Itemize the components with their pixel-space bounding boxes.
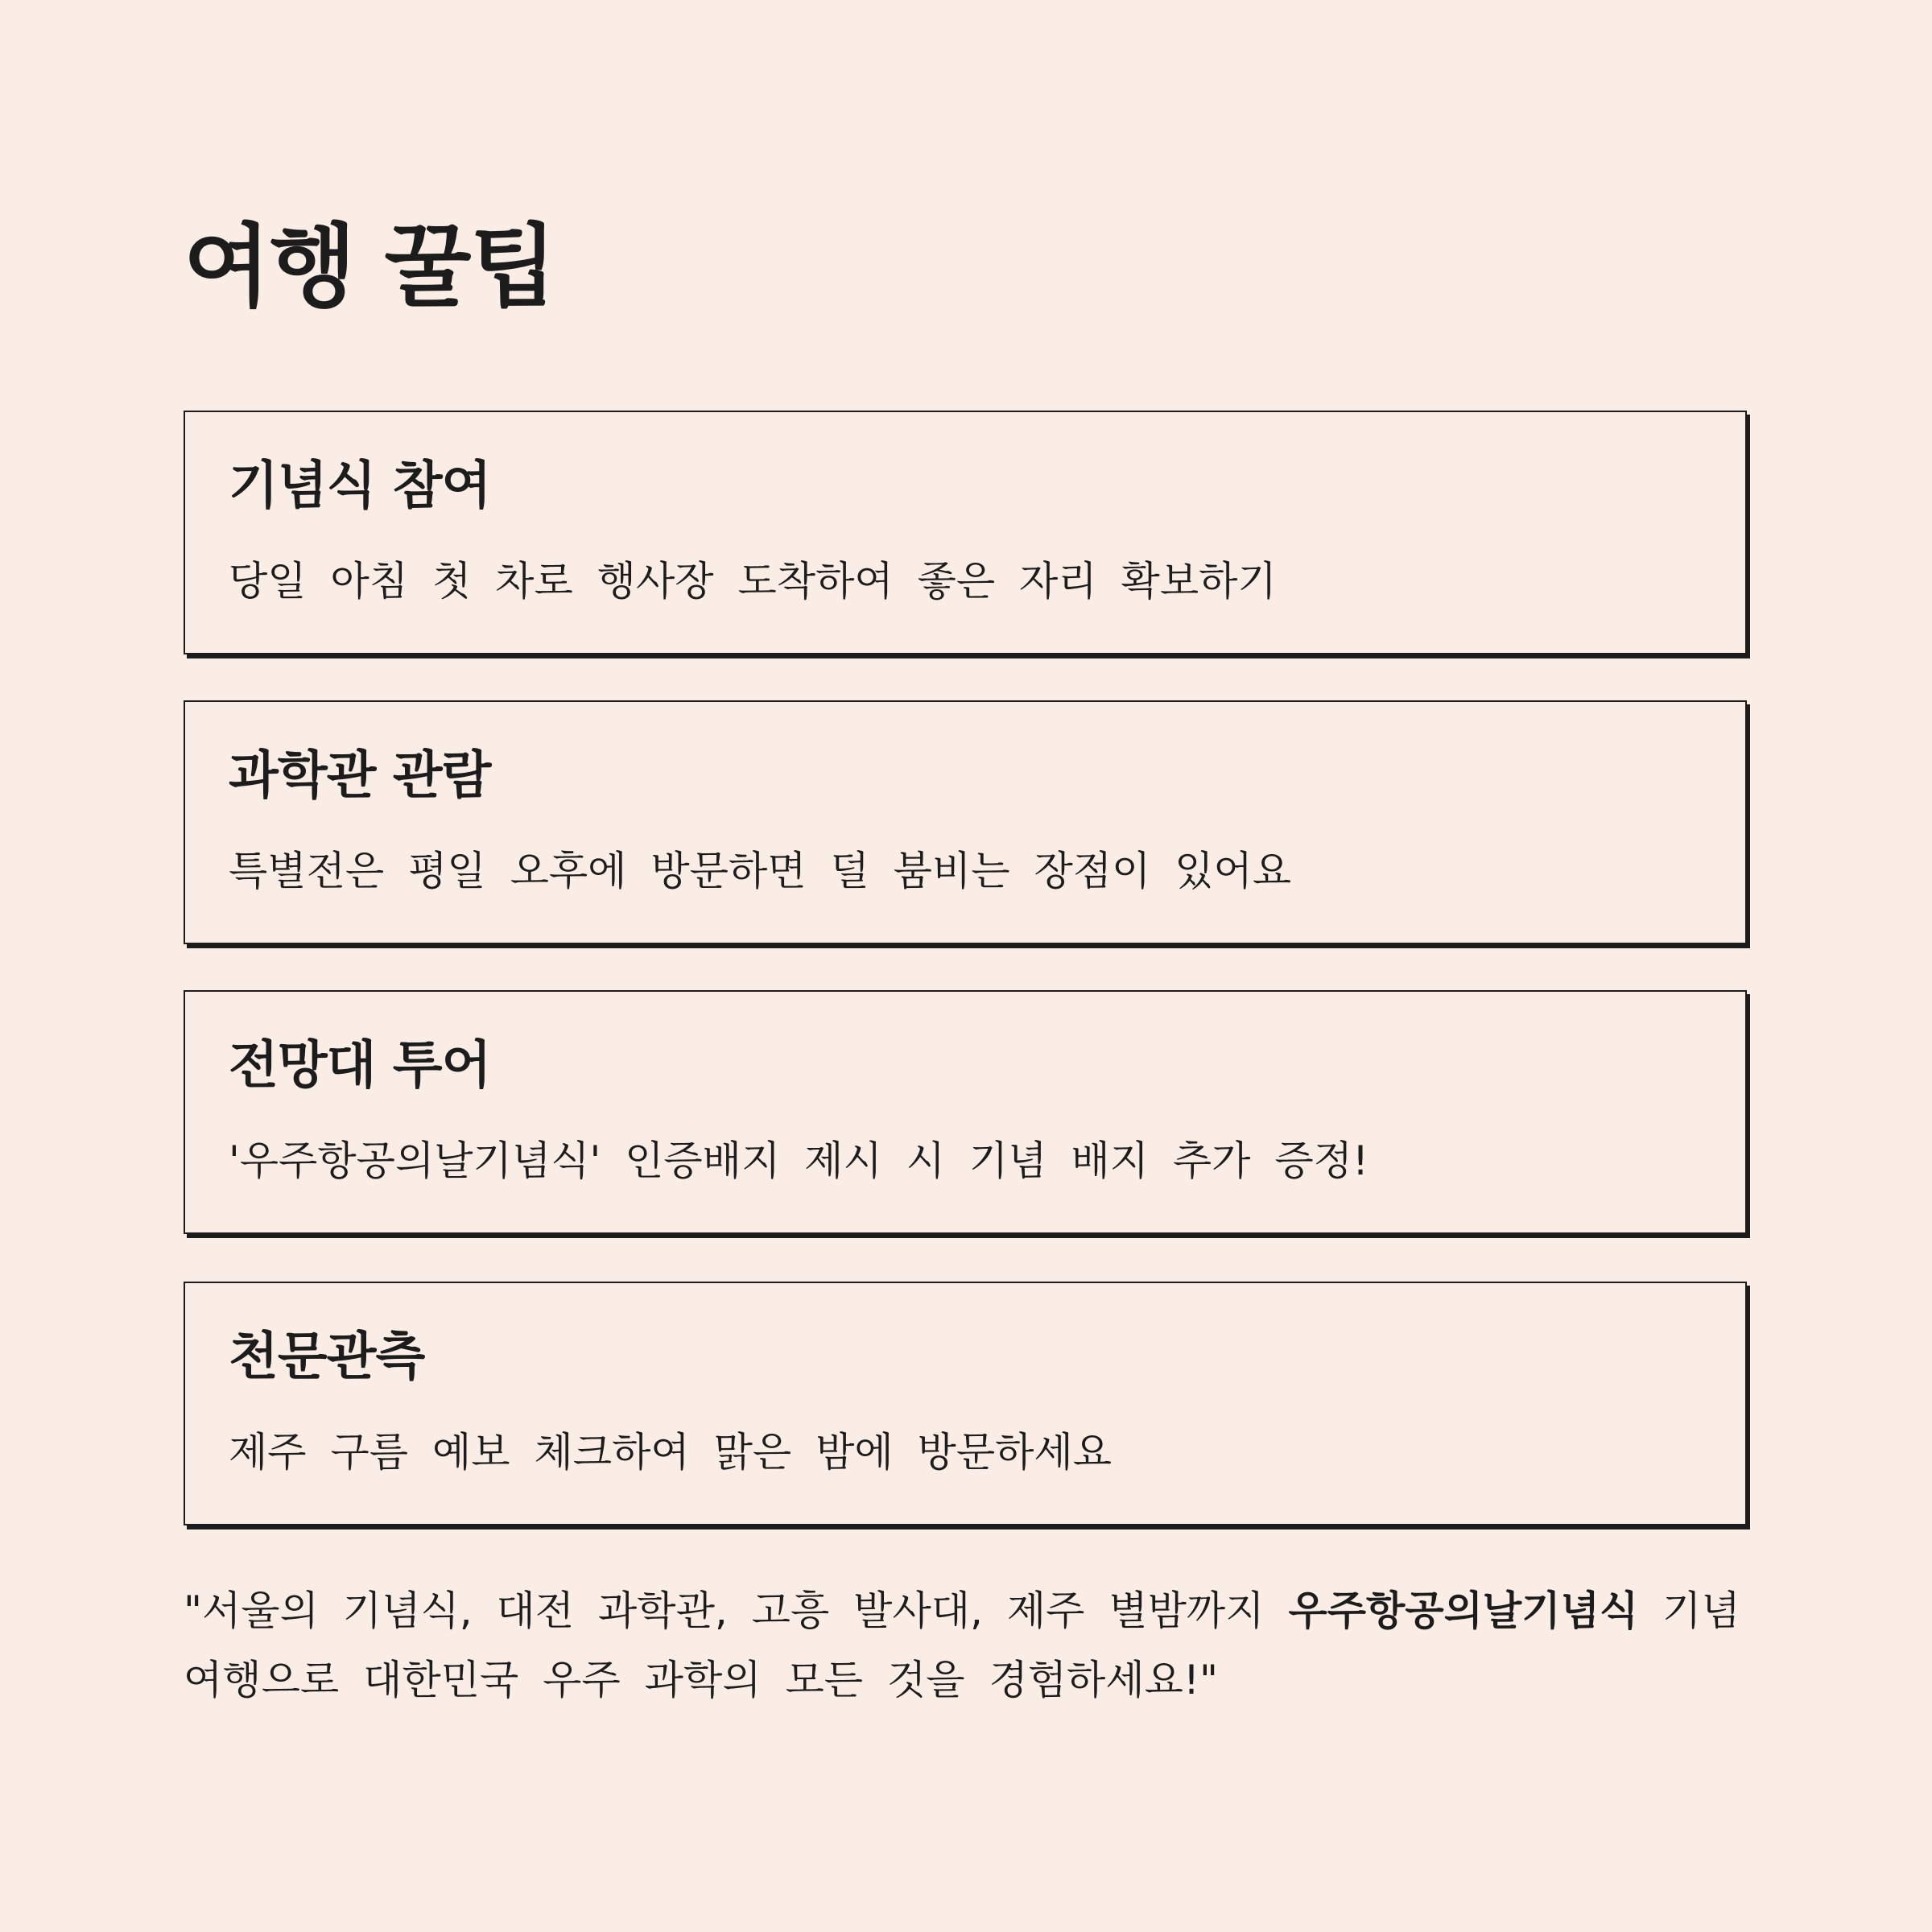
tip-description: 특별전은 평일 오후에 방문하면 덜 붐비는 장점이 있어요 (229, 848, 1292, 894)
tip-heading: 기념식 참여 (229, 456, 491, 516)
tip-heading: 전망대 투어 (229, 1036, 491, 1096)
tip-description: '우주항공의날기념식' 인증배지 제시 시 기념 배지 추가 증정! (229, 1137, 1368, 1184)
closing-quote (184, 1576, 1748, 1715)
tip-heading: 천문관측 (229, 1327, 425, 1387)
closing-quote-end: 기념 여행으로 대한민국 우주 과학의 모든 것을 경험하세요!" (184, 1587, 1740, 1703)
tip-card-science-museum (184, 700, 1747, 944)
tip-description: 당일 아침 첫 차로 행사장 도착하여 좋은 자리 확보하기 (229, 558, 1277, 605)
tip-heading: 과학관 관람 (229, 746, 491, 806)
closing-quote-start: "서울의 기념식, 대전 과학관, 고흥 발사대, 제주 별밤까지 (184, 1587, 1289, 1634)
page-title: 여행 꿀팁 (184, 215, 555, 320)
tip-description: 제주 구름 예보 체크하여 맑은 밤에 방문하세요 (229, 1429, 1113, 1476)
tip-card-stargazing (184, 1282, 1747, 1525)
closing-quote-highlight: 우주항공의날기념식 (1288, 1587, 1639, 1634)
travel-tips-page (184, 0, 1748, 1932)
tip-card-ceremony (184, 411, 1747, 654)
tip-card-observatory-tour (184, 990, 1747, 1234)
